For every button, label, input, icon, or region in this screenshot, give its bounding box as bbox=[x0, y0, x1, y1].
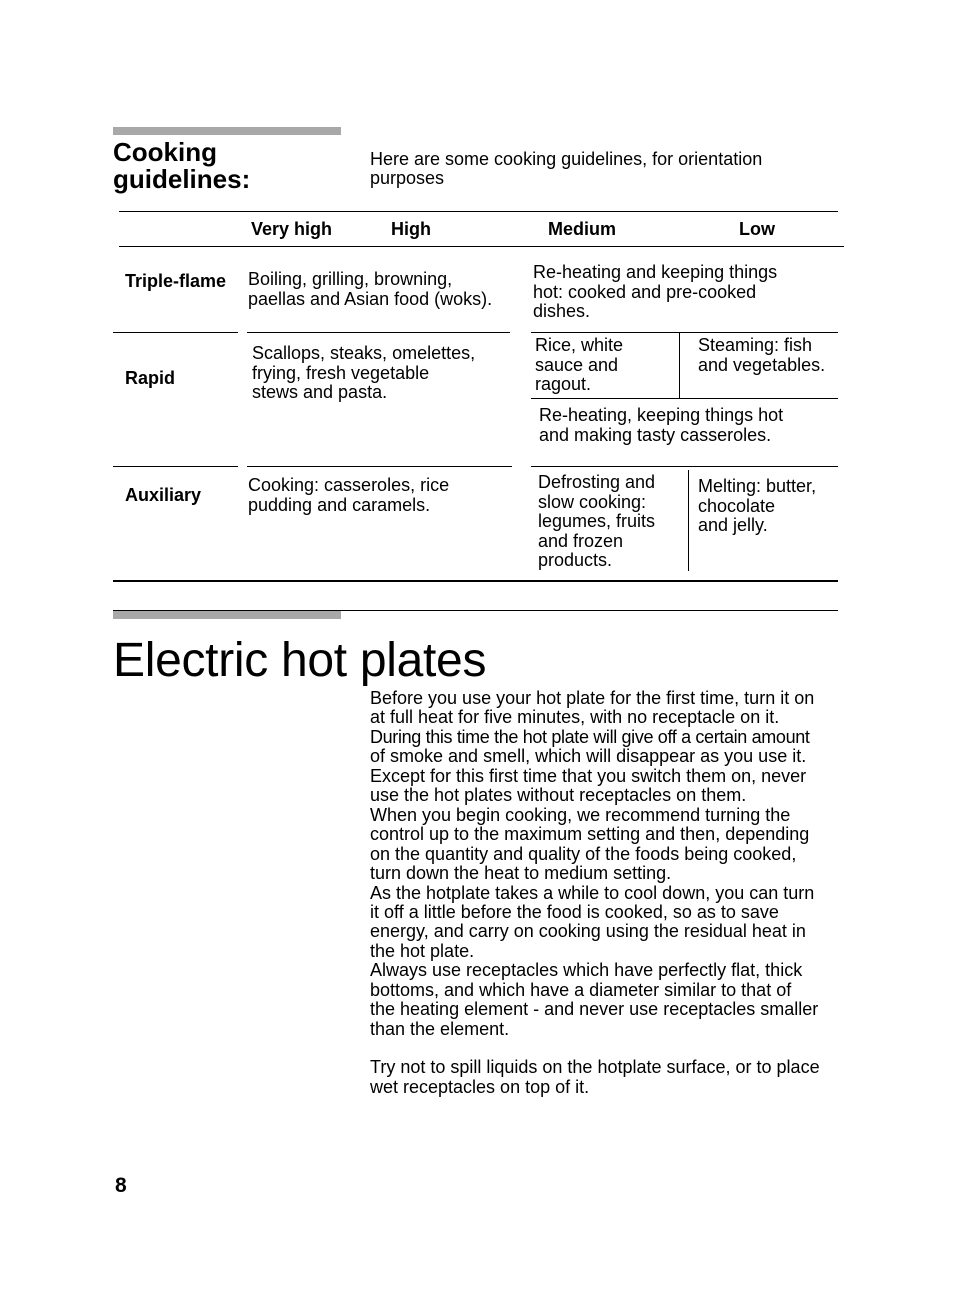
intro-line: Here are some cooking guidelines, for orientation bbox=[370, 149, 763, 169]
cell-auxiliary-high bbox=[248, 476, 449, 515]
body-line: Always use receptacles which have perfectly flat, thick bbox=[370, 960, 803, 981]
cell-line: and making tasty casseroles. bbox=[539, 424, 772, 445]
section-intro bbox=[370, 150, 762, 188]
cell-line: sauce and bbox=[535, 354, 619, 375]
cell-auxiliary-low bbox=[698, 477, 816, 536]
cell-rapid-medium-low bbox=[539, 406, 783, 445]
cell-line: ragout. bbox=[535, 374, 592, 395]
body-line: turn down the heat to medium setting. bbox=[370, 863, 672, 884]
body-line: During this time the hot plate will give off a certain amount bbox=[370, 726, 810, 747]
body-line: energy, and carry on cooking using the residual heat in bbox=[370, 921, 806, 942]
cell-rapid-medium bbox=[535, 336, 623, 395]
cell-line: hot: cooked and pre-cooked bbox=[533, 281, 757, 302]
body-line: Except for this first time that you switch them on, never bbox=[370, 765, 807, 786]
cell-line: frying, fresh vegetable bbox=[252, 362, 430, 383]
section-title-line: guidelines: bbox=[113, 164, 251, 194]
row-rule bbox=[531, 466, 838, 467]
body-line: Before you use your hot plate for the first time, turn it on bbox=[370, 688, 815, 708]
body-line: use the hot plates without receptacles on them. bbox=[370, 785, 747, 806]
row-rule bbox=[113, 466, 238, 467]
cell-rapid-low bbox=[698, 336, 825, 375]
cell-line: Re-heating, keeping things hot bbox=[539, 405, 784, 425]
cell-line: dishes. bbox=[533, 301, 591, 322]
cell-line: stews and pasta. bbox=[252, 382, 388, 403]
row-rule bbox=[113, 332, 238, 333]
body-line: it off a little before the food is cooked, so as to save bbox=[370, 901, 779, 922]
table-top-rule bbox=[119, 211, 838, 212]
cell-line: Rice, white bbox=[535, 335, 624, 355]
body-line: of smoke and smell, which will disappear as you use it. bbox=[370, 746, 807, 767]
column-header-high: High bbox=[391, 219, 431, 239]
cell-rapid-high bbox=[252, 344, 475, 403]
row-label-rapid: Rapid bbox=[125, 368, 176, 388]
header-rule bbox=[119, 246, 844, 247]
section-bar bbox=[113, 127, 341, 135]
paragraph-gap bbox=[370, 1039, 845, 1058]
body-line: the hot plate. bbox=[370, 940, 475, 961]
row-rule bbox=[531, 332, 838, 333]
cell-line: and jelly. bbox=[698, 515, 768, 536]
cell-line: Steaming: fish bbox=[698, 335, 813, 355]
cell-line: chocolate bbox=[698, 495, 776, 516]
intro-line: purposes bbox=[370, 168, 445, 188]
table-bottom-rule bbox=[113, 580, 838, 582]
column-header-medium: Medium bbox=[548, 219, 617, 239]
body-line: When you begin cooking, we recommend turning the bbox=[370, 804, 791, 825]
cell-line: Defrosting and bbox=[538, 472, 656, 492]
body-line: bottoms, and which have a diameter similar to that of bbox=[370, 979, 792, 1000]
cell-line: pudding and caramels. bbox=[248, 494, 431, 515]
section-bar bbox=[113, 611, 341, 619]
column-header-low: Low bbox=[739, 219, 775, 239]
cell-line: products. bbox=[538, 550, 613, 571]
row-label-triple-flame: Triple-flame bbox=[125, 271, 227, 291]
cell-line: and vegetables. bbox=[698, 354, 826, 375]
cell-auxiliary-medium bbox=[538, 473, 655, 571]
cell-line: legumes, fruits bbox=[538, 511, 656, 532]
cell-line: Cooking: casseroles, rice bbox=[248, 475, 450, 495]
body-line: wet receptacles on top of it. bbox=[370, 1076, 590, 1097]
row-rule bbox=[531, 398, 838, 399]
page-number: 8 bbox=[115, 1174, 127, 1197]
body-line: As the hotplate takes a while to cool down, you can turn bbox=[370, 882, 815, 903]
row-rule bbox=[247, 332, 510, 333]
cell-line: Melting: butter, bbox=[698, 476, 817, 496]
body-line: on the quantity and quality of the foods being cooked, bbox=[370, 843, 797, 864]
electric-body bbox=[370, 689, 845, 1097]
column-header-very-high: Very high bbox=[251, 219, 333, 239]
body-line: control up to the maximum setting and then, depending bbox=[370, 824, 810, 845]
body-line: the heating element - and never use receptacles smaller bbox=[370, 999, 819, 1020]
section-title bbox=[113, 139, 250, 193]
row-rule bbox=[247, 466, 512, 467]
cell-line: and frozen bbox=[538, 530, 624, 551]
cell-triple-flame-high bbox=[248, 270, 492, 309]
electric-title: Electric hot plates bbox=[113, 634, 487, 687]
body-line: at full heat for five minutes, with no receptacle on it. bbox=[370, 707, 780, 728]
cell-line: Boiling, grilling, browning, bbox=[248, 269, 453, 289]
cell-triple-flame-medium-low bbox=[533, 263, 777, 322]
cell-divider bbox=[688, 470, 689, 571]
section-title-line: Cooking bbox=[113, 137, 217, 167]
cell-line: slow cooking: bbox=[538, 491, 647, 512]
cell-line: Scallops, steaks, omelettes, bbox=[252, 343, 476, 363]
cell-line: Re-heating and keeping things bbox=[533, 262, 778, 282]
row-label-auxiliary: Auxiliary bbox=[125, 485, 202, 505]
cell-line: paellas and Asian food (woks). bbox=[248, 288, 493, 309]
body-line: than the element. bbox=[370, 1018, 510, 1039]
cell-divider bbox=[679, 333, 680, 398]
body-line: Try not to spill liquids on the hotplate surface, or to place bbox=[370, 1057, 820, 1078]
